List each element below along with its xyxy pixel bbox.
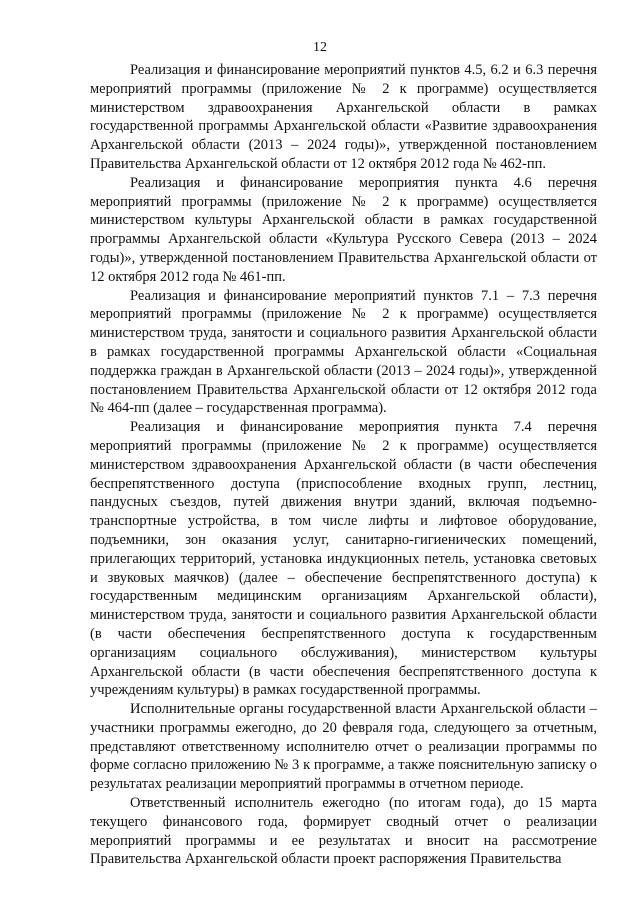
paragraph-5: Исполнительные органы государственной власти Архангельской области – участники программы ежегодно, до 20 февраля года, следующего за отчетным, представляют ответственному исполнителю отчет о реализации программы по форме согласно приложению № 3 к программе, а также пояснительную записку о результатах реализации мероприятий программы в отчетном периоде. [90,701,597,793]
paragraph-2: Реализация и финансирование мероприятия пункта 4.6 перечня мероприятий программы (приложение № 2 к программе) осуществляется министерством культуры Архангельской области в рамках государственной программы Архангельской области «Культура Русского Севера (2013 – 2024 годы)», утвержденной постановлением Правительства Архангельской области от 12 октября 2012 года № 461-пп. [90,174,597,285]
paragraph-3: Реализация и финансирование мероприятий пунктов 7.1 – 7.3 перечня мероприятий программы (приложение № 2 к программе) осуществляется министерством труда, занятости и социального развития Архангельской области в рамках государственной программы Архангельской области «Социальная поддержка граждан в Архангельской области (2013 – 2024 годы)», утвержденной постановлением Правительства Архангельской области от 12 октября 2012 года № 464-пп (далее – государственная программа). [90,287,597,417]
page-number: 12 [313,40,327,55]
paragraph-6: Ответственный исполнитель ежегодно (по итогам года), до 15 марта текущего финансового года, формирует сводный отчет о реализации мероприятий программы и ее результатах и вносит на рассмотрение Правительства Архангельской области проект распоряжения Правительства [90,795,597,868]
page-body [90,61,597,869]
paragraph-1: Реализация и финансирование мероприятий пунктов 4.5, 6.2 и 6.3 перечня мероприятий программы (приложение № 2 к программе) осуществляется министерством здравоохранения Архангельской области в рамках государственной программы Архангельской области «Развитие здравоохранения Архангельской области (2013 – 2024 годы)», утвержденной постановлением Правительства Архангельской области от 12 октября 2012 года № 462-пп. [90,62,597,172]
paragraph-4: Реализация и финансирование мероприятия пункта 7.4 перечня мероприятий программы (приложение № 2 к программе) осуществляется министерством здравоохранения Архангельской области (в части обеспечения беспрепятственного доступа (приспособление входных групп, лестниц, пандусных съездов, путей движения внутри зданий, включая подъемно-транспортные устройства, в том числе лифты и лифтовое оборудование, подъемники, зон оказания услуг, санитарно-гигиенических помещений, прилегающих территорий, установка индукционных петель, установка световых и звуковых маячков) (далее – обеспечение беспрепятственного доступа) к государственным медицинским организациям Архангельской области), министерством труда, занятости и социального развития Архангельской области (в части обеспечения беспрепятственного доступа к государственным организациям социального обслуживания), министерством культуры Архангельской области (в части обеспечения беспрепятственного доступа к учреждениям культуры) в рамках государственной программы. [90,419,597,699]
